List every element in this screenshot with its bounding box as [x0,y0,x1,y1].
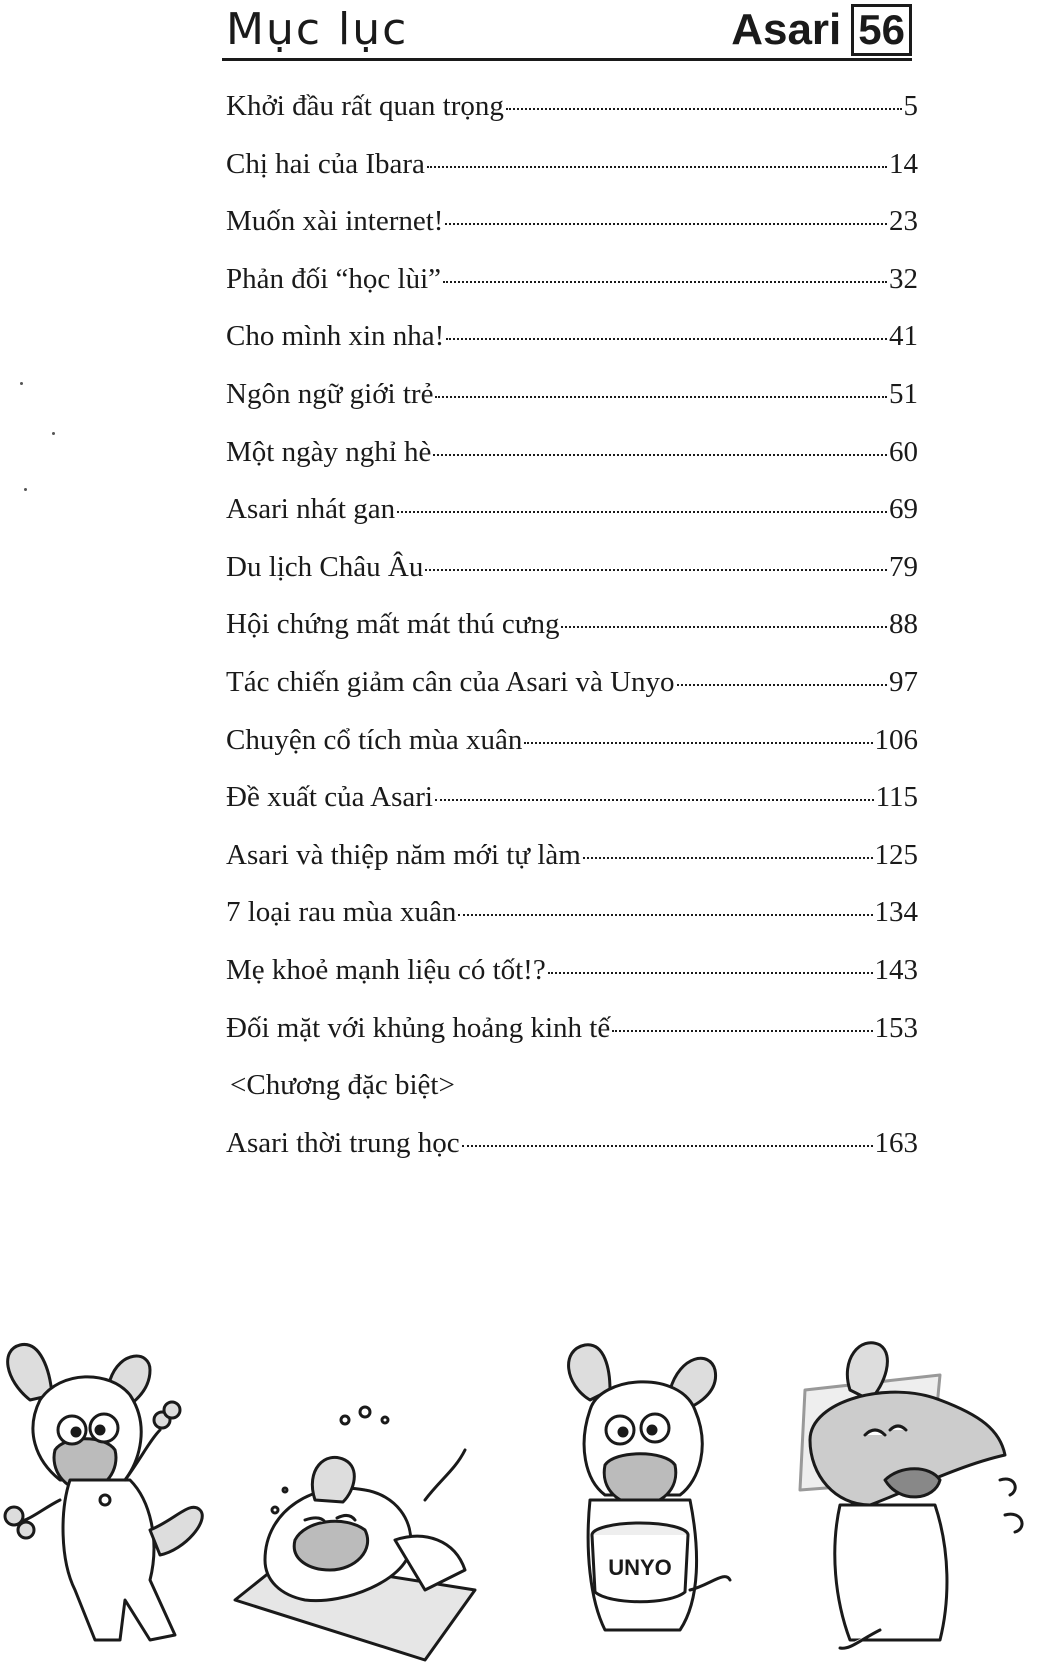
page-title: Mục lục [226,4,409,55]
toc-entry-page: 153 [874,1011,918,1044]
dot-leader [561,626,887,628]
dot-leader [425,569,887,571]
toc-entry[interactable] [226,551,918,609]
toc-entry[interactable] [226,781,918,839]
toc-entry-page: 79 [889,550,918,583]
toc-entry-title: Mẹ khoẻ mạnh liệu có tốt!? [226,953,546,986]
toc-entry[interactable] [226,954,918,1012]
toc-entry-title: Hội chứng mất mát thú cưng [226,608,560,641]
dot-leader [397,511,887,513]
toc-entry-page: 125 [874,838,918,871]
toc-entry-title: Chuyện cổ tích mùa xuân [226,723,523,756]
toc-entry[interactable] [226,666,918,724]
dot-leader [427,166,887,168]
toc-entry[interactable] [226,378,918,436]
toc-entry[interactable] [226,90,918,148]
series-name: Asari [731,5,842,54]
toc-entry-page: 5 [903,90,918,122]
toc-entry-page: 143 [874,953,918,986]
toc-entry[interactable] [226,148,918,206]
toc-entry-page: 115 [875,781,918,814]
toc-entry[interactable] [226,896,918,954]
toc-entry[interactable] [226,1127,918,1185]
scan-speck [20,382,23,385]
tired-dog-illustration [225,1390,485,1670]
screaming-dog-illustration [790,1330,1048,1660]
dot-leader [443,281,887,283]
toc-entry[interactable] [226,1012,918,1070]
toc-entry-title: Một ngày nghỉ hè [226,435,432,468]
toc-entry-title: Tác chiến giảm cân của Asari và Unyo [226,665,675,698]
toc-entry[interactable] [226,724,918,782]
toc-entry-title: Phản đối “học lùi” [226,262,442,295]
toc-entry[interactable] [226,839,918,897]
toc-entry-page: 97 [889,665,918,698]
dot-leader [524,742,872,744]
dog-illustrations [0,1330,1048,1680]
page-header [222,0,912,62]
toc-entry-page: 14 [889,147,918,180]
jar-label: UNYO [608,1555,672,1580]
dot-leader [506,108,902,110]
special-section-heading: <Chương đặc biệt> [230,1069,455,1102]
dot-leader [677,684,887,686]
dot-leader [458,914,872,916]
toc-entry-page: 163 [874,1126,918,1159]
toc-entry[interactable] [226,320,918,378]
toc-entry-title: Asari và thiệp năm mới tự làm [226,838,581,871]
scan-speck [52,432,55,435]
toc-entry[interactable] [226,263,918,321]
dot-leader [583,857,873,859]
toc-entry-page: 88 [889,608,918,641]
jar-dog-illustration [550,1330,750,1650]
dot-leader [435,799,874,801]
dot-leader [445,223,887,225]
toc-entry-title: Du lịch Châu Âu [226,550,424,583]
table-of-contents [226,90,918,1184]
series-label [731,4,912,56]
toc-entry[interactable] [226,493,918,551]
toc-entry[interactable] [226,205,918,263]
toc-entry-title: Khởi đầu rất quan trọng [226,90,504,122]
toc-entry-title: Cho mình xin nha! [226,320,445,353]
toc-entry-title: 7 loại rau mùa xuân [226,896,457,929]
toc-entry-title: Asari thời trung học [226,1126,460,1159]
volume-number: 56 [851,4,912,56]
dot-leader [446,338,887,340]
toc-entry-title: Chị hai của Ibara [226,147,425,180]
toc-entry-page: 41 [889,320,918,353]
toc-entry-page: 60 [889,435,918,468]
toc-entry-page: 69 [889,493,918,526]
dot-leader [612,1030,872,1032]
toc-entry-title: Muốn xài internet! [226,205,444,238]
scan-speck [24,488,27,491]
toc-entry[interactable] [226,608,918,666]
toc-entry-page: 51 [889,377,918,410]
toc-entry-page: 23 [889,205,918,238]
toc-entry-page: 32 [889,262,918,295]
dot-leader [548,972,873,974]
dot-leader [462,1145,873,1147]
toc-entry-page: 106 [874,723,918,756]
toc-entry[interactable] [226,436,918,494]
toc-entry-title: Đề xuất của Asari [226,781,433,814]
header-divider [222,58,912,61]
toc-entry-page: 134 [874,896,918,929]
toc-entry-title: Đối mặt với khủng hoảng kinh tế [226,1011,611,1044]
toc-entry-title: Ngôn ngữ giới trẻ [226,377,434,410]
dot-leader [433,454,887,456]
dancing-dog-illustration [0,1340,230,1670]
dot-leader [435,396,887,398]
toc-entry-title: Asari nhát gan [226,493,396,526]
